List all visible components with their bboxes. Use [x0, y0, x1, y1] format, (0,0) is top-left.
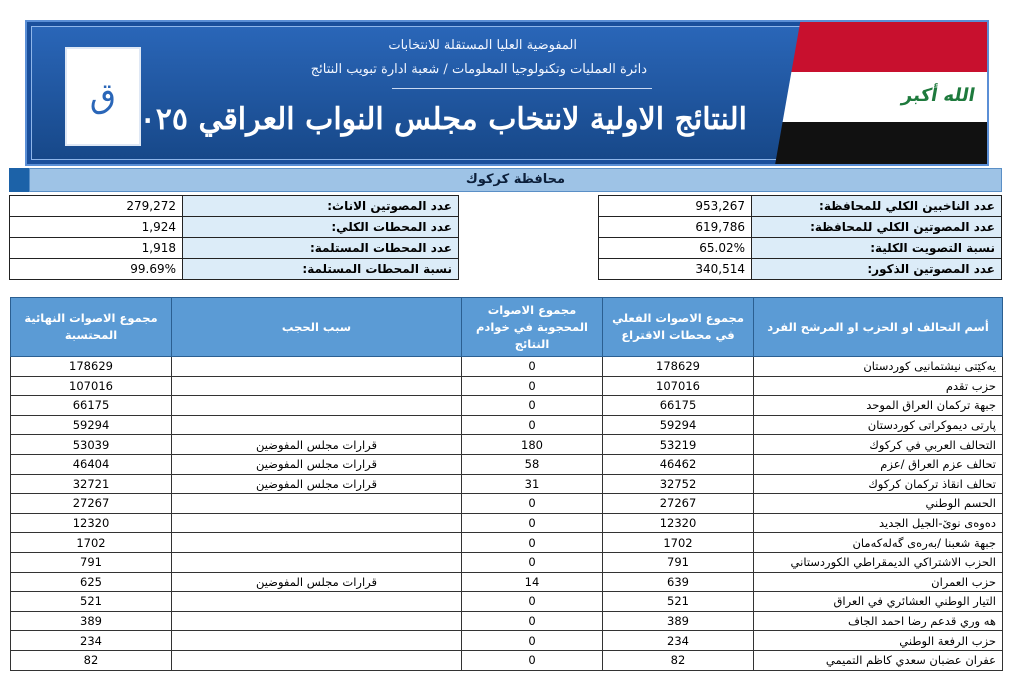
- entity-name-cell: دەوەی نوێ-الجيل الجديد: [754, 513, 1003, 533]
- final-votes-cell: 625: [11, 572, 172, 592]
- withhold-reason-cell: [172, 396, 462, 416]
- actual-votes-cell: 59294: [603, 415, 754, 435]
- withhold-reason-cell: [172, 650, 462, 670]
- col-final-votes: مجموع الاصوات النهائية المحتسبة: [11, 298, 172, 357]
- withheld-votes-cell: 0: [462, 592, 603, 612]
- table-row: [11, 650, 1003, 670]
- actual-votes-cell: 178629: [603, 357, 754, 377]
- actual-votes-cell: 234: [603, 631, 754, 651]
- actual-votes-cell: 46462: [603, 454, 754, 474]
- entity-name-cell: الحسم الوطني: [754, 494, 1003, 514]
- final-votes-cell: 1702: [11, 533, 172, 553]
- actual-votes-cell: 1702: [603, 533, 754, 553]
- entity-name-cell: حزب الرفعة الوطني: [754, 631, 1003, 651]
- table-row: [11, 357, 1003, 377]
- withhold-reason-cell: [172, 415, 462, 435]
- withheld-votes-cell: 0: [462, 611, 603, 631]
- withhold-reason-cell: قرارات مجلس المفوضين: [172, 572, 462, 592]
- actual-votes-cell: 107016: [603, 376, 754, 396]
- withheld-votes-cell: 180: [462, 435, 603, 455]
- entity-name-cell: التحالف العربي في كركوك: [754, 435, 1003, 455]
- stats-row: 65.02% نسبة التصويت الكلية:: [599, 238, 1002, 259]
- final-votes-cell: 59294: [11, 415, 172, 435]
- final-votes-cell: 82: [11, 650, 172, 670]
- results-header-row: [11, 298, 1003, 357]
- entity-name-cell: الحزب الاشتراكي الديمقراطي الكوردستاني: [754, 552, 1003, 572]
- entity-name-cell: هه وري قدعم رضا احمد الجاف: [754, 611, 1003, 631]
- withheld-votes-cell: 14: [462, 572, 603, 592]
- withheld-votes-cell: 0: [462, 415, 603, 435]
- stats-row: 1,924 عدد المحطات الكلي:: [10, 217, 459, 238]
- table-row: [11, 513, 1003, 533]
- final-votes-cell: 389: [11, 611, 172, 631]
- withheld-votes-cell: 31: [462, 474, 603, 494]
- col-entity-name: أسم التحالف او الحزب او المرشح الفرد: [754, 298, 1003, 357]
- table-row: [11, 572, 1003, 592]
- final-votes-cell: 32721: [11, 474, 172, 494]
- table-row: [11, 552, 1003, 572]
- final-votes-cell: 791: [11, 552, 172, 572]
- table-row: [11, 415, 1003, 435]
- entity-name-cell: عفران عضبان سعدي كاظم التميمي: [754, 650, 1003, 670]
- table-row: [11, 494, 1003, 514]
- col-withheld-votes: مجموع الاصوات المحجوبة في خوادم النتائج: [462, 298, 603, 357]
- final-votes-cell: 46404: [11, 454, 172, 474]
- table-row: [11, 396, 1003, 416]
- withheld-votes-cell: 58: [462, 454, 603, 474]
- entity-name-cell: حزب تقدم: [754, 376, 1003, 396]
- withheld-votes-cell: 0: [462, 513, 603, 533]
- final-votes-cell: 521: [11, 592, 172, 612]
- col-withhold-reason: سبب الحجب: [172, 298, 462, 357]
- stats-row: 953,267 عدد الناخبين الكلي للمحافظة:: [599, 196, 1002, 217]
- withheld-votes-cell: 0: [462, 376, 603, 396]
- withheld-votes-cell: 0: [462, 494, 603, 514]
- table-row: [11, 474, 1003, 494]
- withheld-votes-cell: 0: [462, 396, 603, 416]
- results-table: [10, 297, 1003, 671]
- final-votes-cell: 66175: [11, 396, 172, 416]
- withhold-reason-cell: [172, 513, 462, 533]
- withhold-reason-cell: قرارات مجلس المفوضين: [172, 454, 462, 474]
- actual-votes-cell: 12320: [603, 513, 754, 533]
- withheld-votes-cell: 0: [462, 650, 603, 670]
- iraq-flag-icon: [774, 22, 989, 166]
- department-name: دائرة العمليات وتكنولوجيا المعلومات / شعبة ادارة تبويب النتائج: [310, 62, 647, 77]
- withhold-reason-cell: [172, 494, 462, 514]
- withhold-reason-cell: قرارات مجلس المفوضين: [172, 474, 462, 494]
- stats-row: 1,918 عدد المحطات المستلمة:: [10, 238, 459, 259]
- table-row: [11, 631, 1003, 651]
- col-actual-votes: مجموع الاصوات الفعلي في محطات الاقتراع: [603, 298, 754, 357]
- entity-name-cell: التيار الوطني العشائري في العراق: [754, 592, 1003, 612]
- withhold-reason-cell: [172, 376, 462, 396]
- stats-row: 619,786 عدد المصوتين الكلي للمحافظة:: [599, 217, 1002, 238]
- withhold-reason-cell: [172, 357, 462, 377]
- commission-name: المفوضية العليا المستقلة للانتخابات: [388, 38, 577, 53]
- header-divider: [392, 88, 652, 89]
- withhold-reason-cell: [172, 533, 462, 553]
- stats-row: 340,514 عدد المصوتين الذكور:: [599, 259, 1002, 280]
- stats-row: 279,272 عدد المصوتين الاناث:: [10, 196, 459, 217]
- governorate-title: محافظة كركوك: [29, 168, 1002, 192]
- withheld-votes-cell: 0: [462, 533, 603, 553]
- logo-mark: ق: [89, 76, 117, 116]
- actual-votes-cell: 66175: [603, 396, 754, 416]
- entity-name-cell: جبهة تركمان العراق الموحد: [754, 396, 1003, 416]
- actual-votes-cell: 791: [603, 552, 754, 572]
- final-votes-cell: 12320: [11, 513, 172, 533]
- actual-votes-cell: 32752: [603, 474, 754, 494]
- actual-votes-cell: 27267: [603, 494, 754, 514]
- flag-inscription: الله أكبر: [900, 85, 977, 106]
- withheld-votes-cell: 0: [462, 357, 603, 377]
- table-row: [11, 454, 1003, 474]
- entity-name-cell: تحالف انقاذ تركمان كركوك: [754, 474, 1003, 494]
- final-votes-cell: 53039: [11, 435, 172, 455]
- actual-votes-cell: 82: [603, 650, 754, 670]
- stats-row: 99.69% نسبة المحطات المستلمة:: [10, 259, 459, 280]
- entity-name-cell: حزب العمران: [754, 572, 1003, 592]
- results-body: [11, 357, 1003, 671]
- final-votes-cell: 107016: [11, 376, 172, 396]
- stats-right-table: [598, 195, 1002, 280]
- final-votes-cell: 178629: [11, 357, 172, 377]
- header-banner: [25, 20, 989, 166]
- withhold-reason-cell: قرارات مجلس المفوضين: [172, 435, 462, 455]
- table-row: [11, 435, 1003, 455]
- stats-left-table: [9, 195, 459, 280]
- withhold-reason-cell: [172, 611, 462, 631]
- withhold-reason-cell: [172, 552, 462, 572]
- entity-name-cell: پارتی دیموکراتی کوردستان: [754, 415, 1003, 435]
- table-row: [11, 376, 1003, 396]
- table-row: [11, 533, 1003, 553]
- entity-name-cell: یەکێتی نیشتمانیی کوردستان: [754, 357, 1003, 377]
- final-votes-cell: 27267: [11, 494, 172, 514]
- entity-name-cell: تحالف عزم العراق /عزم: [754, 454, 1003, 474]
- table-row: [11, 611, 1003, 631]
- entity-name-cell: جبهة شعبنا /بەرەی گەلەکەمان: [754, 533, 1003, 553]
- final-votes-cell: 234: [11, 631, 172, 651]
- table-row: [11, 592, 1003, 612]
- withhold-reason-cell: [172, 631, 462, 651]
- withheld-votes-cell: 0: [462, 552, 603, 572]
- actual-votes-cell: 639: [603, 572, 754, 592]
- governorate-bar: [9, 168, 1002, 192]
- page-title: النتائج الاولية لانتخاب مجلس النواب العراقي ٢٠٢٥: [123, 102, 747, 137]
- withheld-votes-cell: 0: [462, 631, 603, 651]
- actual-votes-cell: 389: [603, 611, 754, 631]
- withhold-reason-cell: [172, 592, 462, 612]
- actual-votes-cell: 53219: [603, 435, 754, 455]
- actual-votes-cell: 521: [603, 592, 754, 612]
